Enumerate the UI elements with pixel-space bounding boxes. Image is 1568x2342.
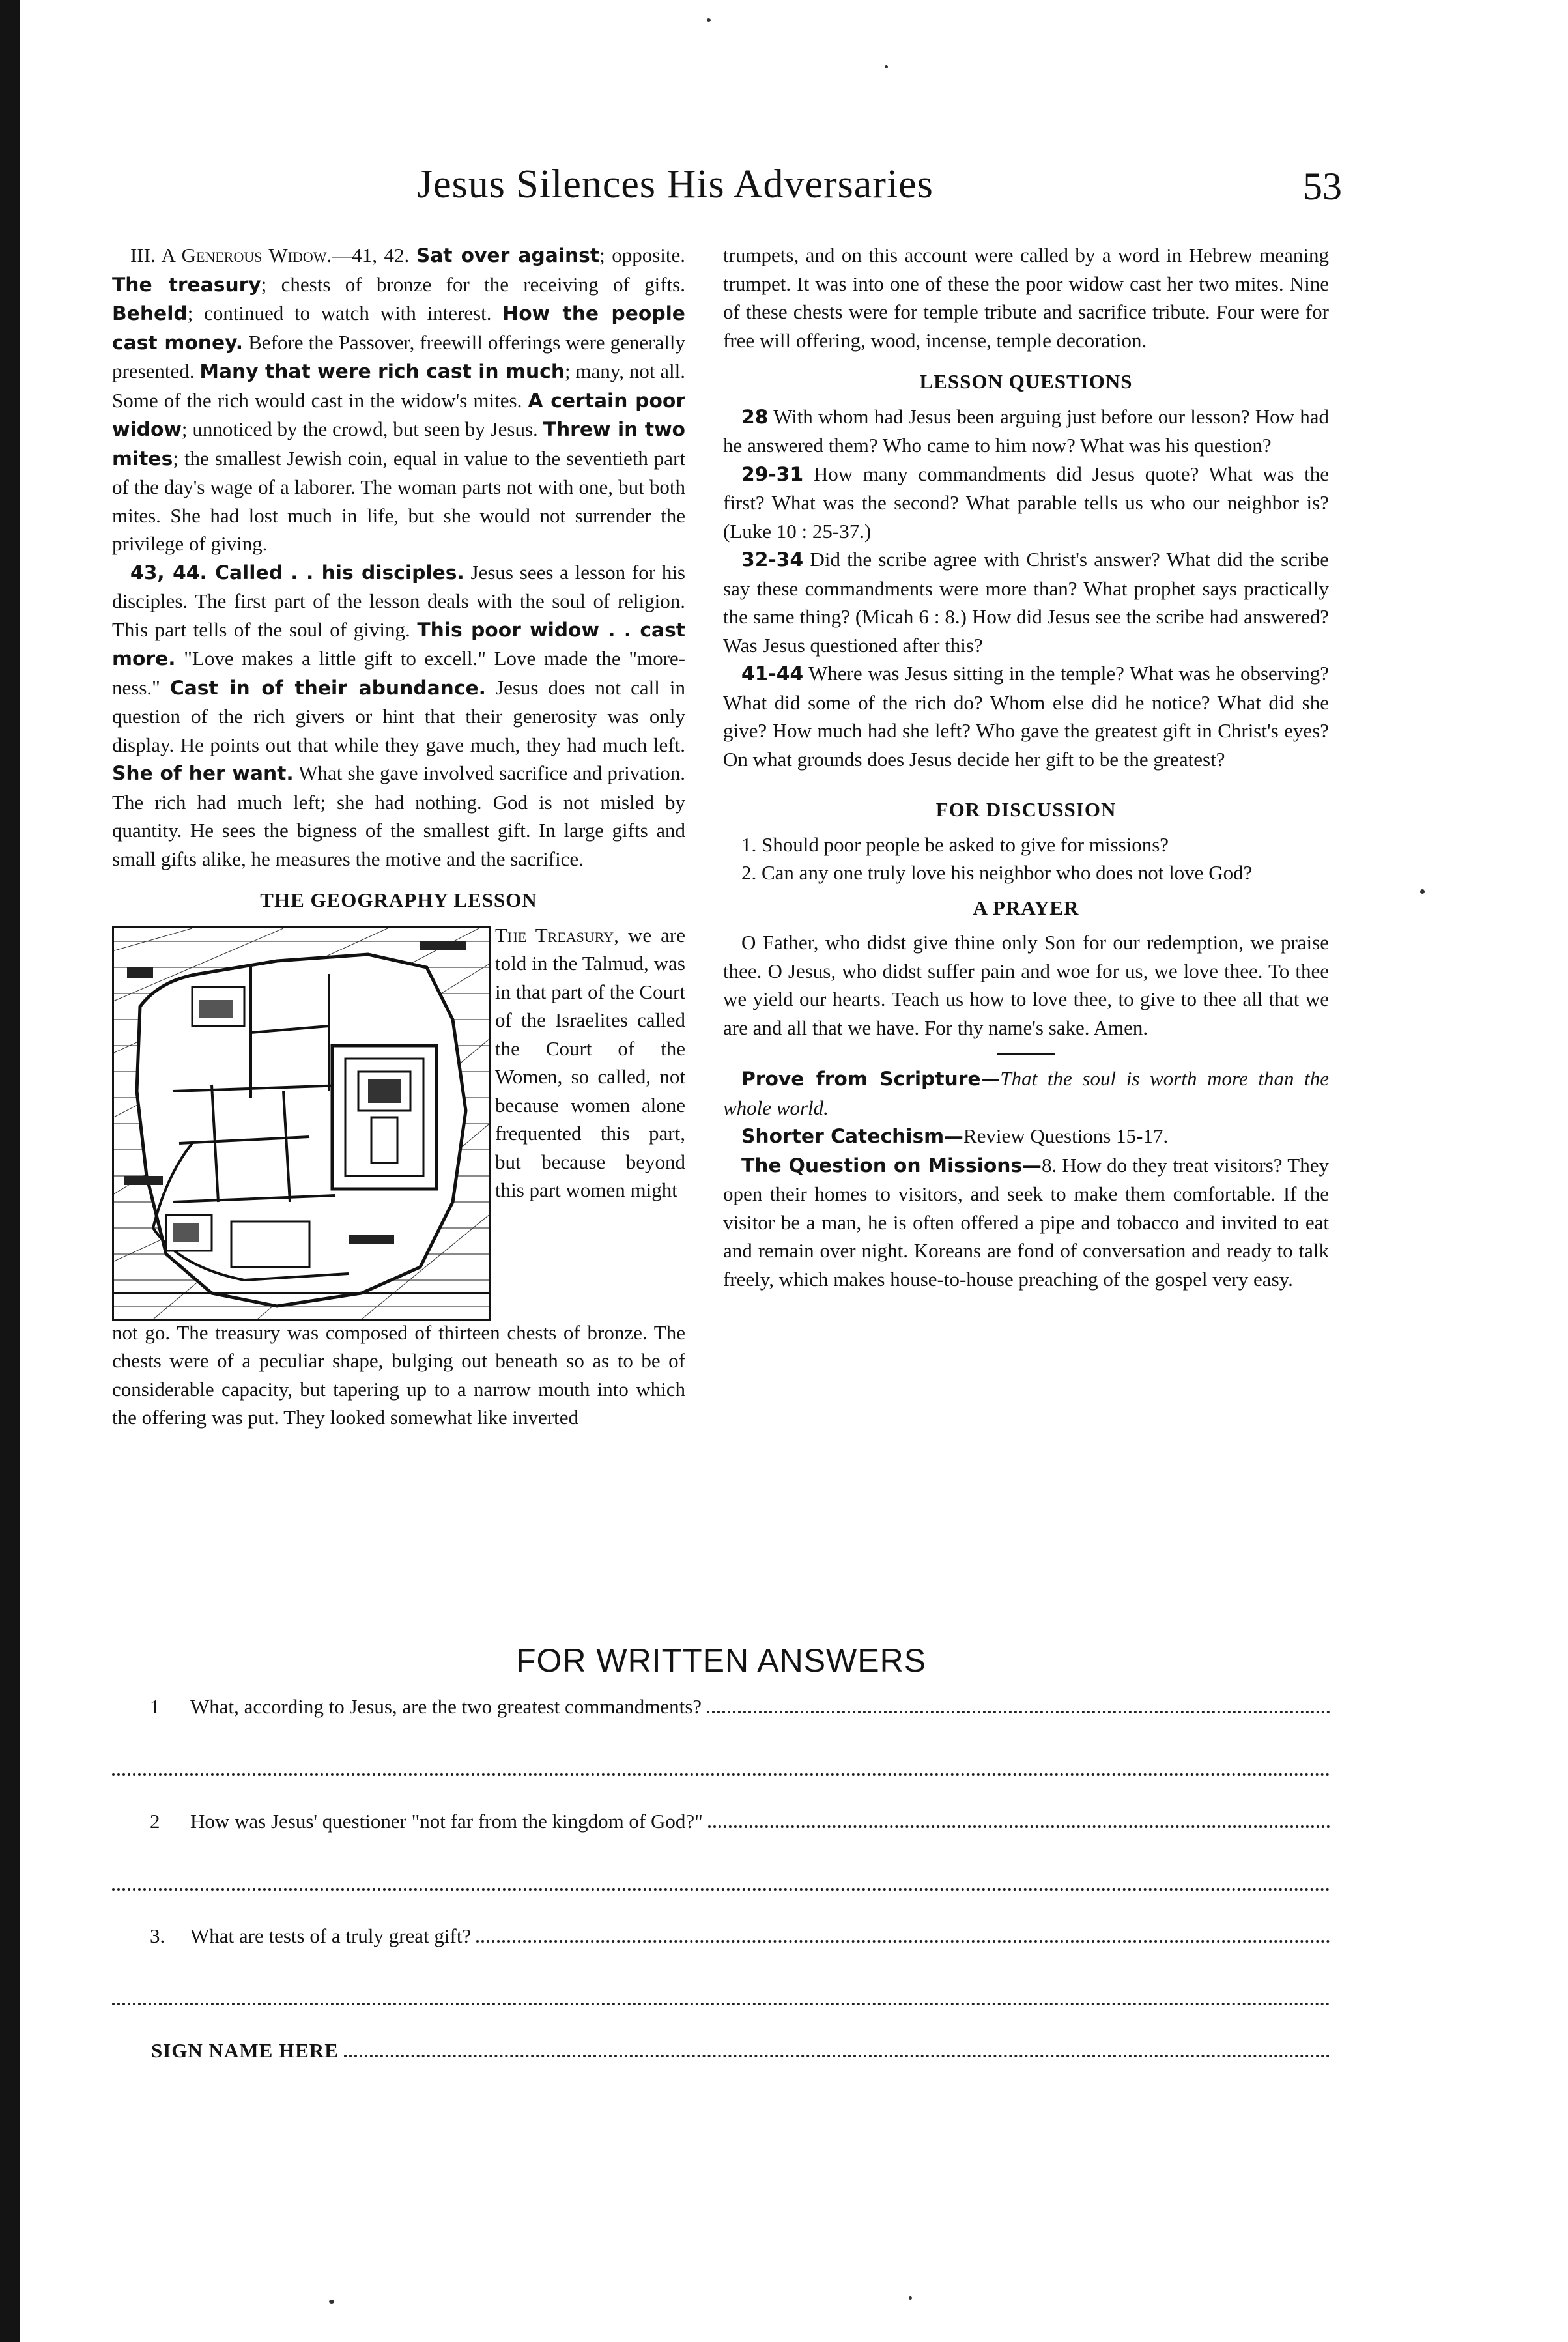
text-run: ; chests of bronze for the receiving of gifts. xyxy=(261,272,685,296)
catechism-line xyxy=(723,1122,1329,1151)
text-run: , we are told in the Talmud, was in that part of the Court of the Israelites called the Court of the Women, so called, not because women alone frequented this part, but because beyond this part women might xyxy=(495,923,685,1201)
lesson-question xyxy=(723,460,1329,546)
treasury-continuation: not go. The treasury was composed of thirteen chests of bronze. The chests were of a peculiar shape, bulging out beneath so as to be of considerable capacity, but tapering up to a narrow mouth into which the offering was put. They looked somewhat like inverted xyxy=(112,1321,685,1429)
page-header xyxy=(417,162,1342,220)
bold-keyword: A certain poor widow xyxy=(112,389,685,441)
print-speck xyxy=(909,2296,912,2300)
print-speck xyxy=(707,18,711,22)
missions-text: 8. How do they treat visitors? They open their homes to visitors, and seek to make them comfortable. If the visitor be a man, he is often offered a pipe and tobacco and invited to eat and remain over night. Koreans are fond of conversation and ready to talk freely, which makes house-to-house preaching of the gospel very easy. xyxy=(723,1153,1329,1291)
question-number: 3. xyxy=(150,1924,165,1947)
scripture-line xyxy=(723,1064,1329,1122)
generous-widow-paragraph xyxy=(112,241,685,558)
bold-keyword: Many that were rich cast in much xyxy=(199,360,565,383)
lesson-question xyxy=(723,545,1329,659)
question-ref: 32-34 xyxy=(741,549,804,571)
text-run: What she gave involved sacrifice and privation. The rich had much left; she had nothing. God is not misled by quantity. He sees the bigness of the smallest gift. In large gifts and small gifts alike, he measures the motive and the sacrifice. xyxy=(112,762,685,870)
discussion-heading: FOR DISCUSSION xyxy=(935,798,1117,821)
text-run: The Treasury xyxy=(495,923,614,947)
written-question xyxy=(112,1923,1330,1953)
treasury-side-text xyxy=(495,921,685,1205)
scripture-label: Prove from Scripture— xyxy=(741,1068,1001,1091)
running-title: Jesus Silences His Adversaries xyxy=(417,162,934,207)
text-run: ; unnoticed by the crowd, but seen by Jesus. xyxy=(181,418,543,440)
temple-map-image xyxy=(112,926,491,1321)
question-ref: 28 xyxy=(741,405,769,429)
question-text: With whom had Jesus been arguing just before our lesson? How had he answered them? Who came to him now? What was his question? xyxy=(723,405,1329,457)
missions-label: The Question on Missions— xyxy=(741,1154,1042,1177)
question-number: 1 xyxy=(150,1695,160,1718)
written-answers-title: FOR WRITTEN ANSWERS xyxy=(515,1642,927,1679)
print-speck xyxy=(1420,889,1425,894)
question-text: What are tests of a truly great gift? xyxy=(190,1924,472,1947)
bold-keyword: Threw in two mites xyxy=(112,418,685,470)
treasury-continuation-right: trumpets, and on this account were called by a word in Hebrew meaning trumpet. It was into one of these the poor widow cast her two mites. Nine of these chests were for temple tribute and sacrifice tribute. Four were for free will offering, wood, incense, temple decoration. xyxy=(723,244,1329,352)
scripture-text: That the soul is worth more than the whole world. xyxy=(723,1067,1329,1119)
bold-keyword: Beheld xyxy=(112,302,188,325)
question-text: How was Jesus' questioner "not far from the kingdom of God?" xyxy=(190,1810,703,1833)
written-question xyxy=(112,1808,1330,1838)
question-ref: 29-31 xyxy=(741,463,804,486)
prayer-text: O Father, who didst give thine only Son for our redemption, we praise thee. O Jesus, who didst suffer pain and woe for us, we love thee. To thee we yield our hearts. Teach us how to love thee, to give to thee all that we are and all that we have. For thy name's sake. Amen. xyxy=(723,931,1329,1039)
catechism-text: Review Questions 15-17. xyxy=(963,1124,1169,1147)
bold-keyword: Cast in of their abundance. xyxy=(169,676,486,700)
text-run: "Love makes a little gift to excell." Love made the "more-ness." xyxy=(112,647,685,699)
written-answers-section xyxy=(112,1642,1330,2068)
question-text: What, according to Jesus, are the two greatest commandments? xyxy=(190,1695,702,1718)
answer-line[interactable] xyxy=(112,1973,1330,2005)
text-run: Jesus sees a lesson for his disciples. The first part of the lesson deals with the soul of religion. This part tells of the soul of giving. xyxy=(112,560,686,641)
discussion-item: 2. Can any one truly love his neighbor who does not love God? xyxy=(741,861,1253,884)
geography-heading: THE GEOGRAPHY LESSON xyxy=(260,889,537,911)
lesson-question xyxy=(723,659,1329,773)
text-run: ; opposite. xyxy=(599,244,686,266)
prayer-heading: A PRAYER xyxy=(973,896,1079,919)
question-text: Where was Jesus sitting in the temple? What was he observing? What did some of the rich do? Whom else did he notice? What did she give? How much had she left? Who gave the greatest gift in Christ's eyes? On what grounds does Jesus decide her gift to be the greatest? xyxy=(723,662,1329,771)
text-run: Before the Passover, freewill offerings were generally presented. xyxy=(112,330,685,382)
answer-line[interactable] xyxy=(112,1743,1330,1776)
question-ref: 41-44 xyxy=(741,663,804,685)
section-divider xyxy=(997,1053,1055,1055)
disciples-paragraph xyxy=(112,558,685,874)
left-column xyxy=(112,241,685,1432)
discussion-item: 1. Should poor people be asked to give for missions? xyxy=(741,833,1169,856)
text-run: Jesus does not call in question of the rich givers or hint that their generosity was only display. He points out that while they gave much, they had much left. xyxy=(112,676,686,756)
text-run: ; the smallest Jewish coin, equal in value to the seventieth part of the day's wage of a laborer. The woman parts not with one, but both mites. She had lost much in life, but she would not surrender the privilege of giving. xyxy=(112,446,685,555)
binding-edge xyxy=(0,0,20,2342)
print-speck xyxy=(885,65,888,68)
answer-line[interactable] xyxy=(708,1808,1330,1828)
signature-line xyxy=(112,2038,1330,2068)
right-column xyxy=(723,241,1329,1293)
bold-keyword: She of her want. xyxy=(112,762,294,785)
catechism-label: Shorter Catechism— xyxy=(741,1125,963,1148)
question-number: 2 xyxy=(150,1810,160,1833)
answer-line[interactable] xyxy=(476,1923,1330,1943)
question-text: Did the scribe agree with Christ's answer? What did the scribe say these commandments were more than? What prophet says practically the same thing? (Micah 6 : 8.) How did Jesus see the scribe had answered? Was Jesus questioned after this? xyxy=(723,548,1330,657)
question-text: How many commandments did Jesus quote? What was the first? What was the second? What parable tells us who our neighbor is? (Luke 10 : 25-37.) xyxy=(723,462,1329,543)
answer-line[interactable] xyxy=(112,1858,1330,1891)
bold-keyword: This poor widow . . cast more. xyxy=(112,618,685,670)
text-run: Generous Widow xyxy=(181,244,327,266)
page-number: 53 xyxy=(1303,165,1342,208)
text-run: ; many, not all. Some of the rich would cast in the widow's mites. xyxy=(112,360,685,412)
lesson-questions-heading: LESSON QUESTIONS xyxy=(919,370,1133,393)
signature-field[interactable] xyxy=(344,2038,1330,2057)
answer-line[interactable] xyxy=(707,1694,1330,1713)
bold-keyword: 43, 44. xyxy=(130,561,216,584)
text-run: ; continued to watch with interest. xyxy=(187,302,503,324)
bold-keyword: How the people cast money. xyxy=(112,302,685,354)
sign-name-label: SIGN NAME HERE xyxy=(151,2039,339,2062)
bold-keyword: The treasury xyxy=(112,273,261,296)
print-speck xyxy=(329,2300,334,2304)
lesson-question xyxy=(723,403,1329,460)
geography-block xyxy=(112,921,685,1319)
bold-keyword: Called . . his disciples. xyxy=(215,561,464,584)
bold-keyword: Sat over against xyxy=(416,244,600,267)
written-question xyxy=(112,1694,1330,1724)
missions-line xyxy=(723,1151,1329,1294)
text-run: .—41, 42. xyxy=(326,244,416,266)
text-run: III. A xyxy=(130,244,182,266)
